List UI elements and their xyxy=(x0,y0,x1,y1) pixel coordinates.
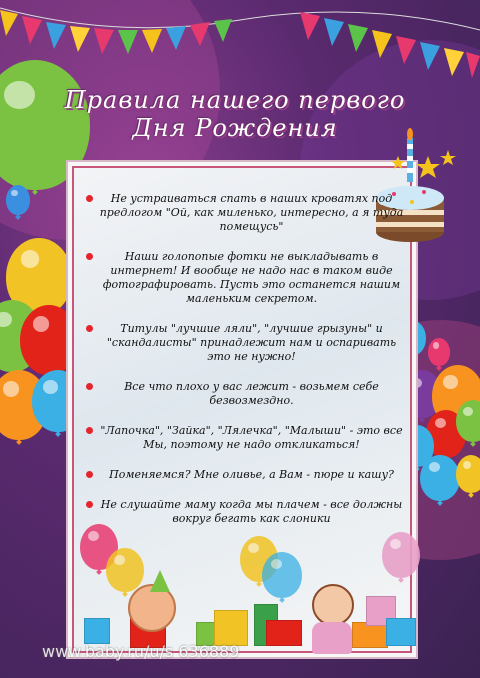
party-hat-icon xyxy=(150,570,170,592)
title-line-1: Правила нашего первого xyxy=(64,86,406,114)
balloon-icon xyxy=(456,455,480,493)
rule-text: Наши голопопые фотки не выкладывать в интернет! И вообще не надо нас в таком виде фотографировать. Пусть это останется нашим маленьким секретом. xyxy=(102,250,401,305)
bullet-icon xyxy=(86,471,93,478)
list-item xyxy=(84,424,409,452)
list-item xyxy=(84,322,409,364)
list-item xyxy=(84,380,409,408)
balloon-icon xyxy=(106,548,144,592)
bullet-icon xyxy=(86,325,93,332)
girl-character xyxy=(312,584,354,626)
balloon-icon xyxy=(428,338,450,366)
balloon-icon xyxy=(382,532,420,578)
bullet-icon xyxy=(86,253,93,260)
title-line-2: Дня Рождения xyxy=(132,114,338,142)
balloon-icon xyxy=(456,400,480,442)
bullet-icon xyxy=(86,195,93,202)
rule-text: "Лапочка", "Зайка", "Лялечка", "Малыши" - это все Мы, поэтому не надо откликаться! xyxy=(100,424,403,451)
bullet-icon xyxy=(86,501,93,508)
poster-title xyxy=(60,86,410,142)
rule-text: Поменяемся? Мне оливье, а Вам - пюре и кашу? xyxy=(109,468,394,481)
balloon-icon xyxy=(6,185,30,215)
gift-box-icon xyxy=(386,618,416,646)
list-item xyxy=(84,192,409,234)
bullet-icon xyxy=(86,427,93,434)
balloon-icon xyxy=(420,455,460,501)
rule-text: Не слушайте маму когда мы плачем - все должны вокруг бегать как слоники xyxy=(100,498,403,525)
list-item xyxy=(84,468,409,482)
watermark: www.baby.ru/u/s 636889 xyxy=(42,642,240,661)
rules-list xyxy=(84,192,409,542)
gift-box-icon xyxy=(84,618,110,644)
gift-box-icon xyxy=(266,620,302,646)
gift-box-icon xyxy=(214,610,248,646)
balloon-icon xyxy=(262,552,302,598)
rule-text: Титулы "лучшие ляли", "лучшие грызуны" и "скандалисты" принадлежит нам и оспаривать это не нужно! xyxy=(106,322,397,363)
rule-text: Не устраиваться спать в наших кроватях под предлогом "Ой, как миленько, интересно, а я туда помещусь" xyxy=(99,192,404,233)
girl-dress xyxy=(312,622,352,654)
list-item xyxy=(84,250,409,306)
list-item xyxy=(84,498,409,526)
rule-text: Все что плохо у вас лежит - возьмем себе безвозмездно. xyxy=(124,380,379,407)
bullet-icon xyxy=(86,383,93,390)
